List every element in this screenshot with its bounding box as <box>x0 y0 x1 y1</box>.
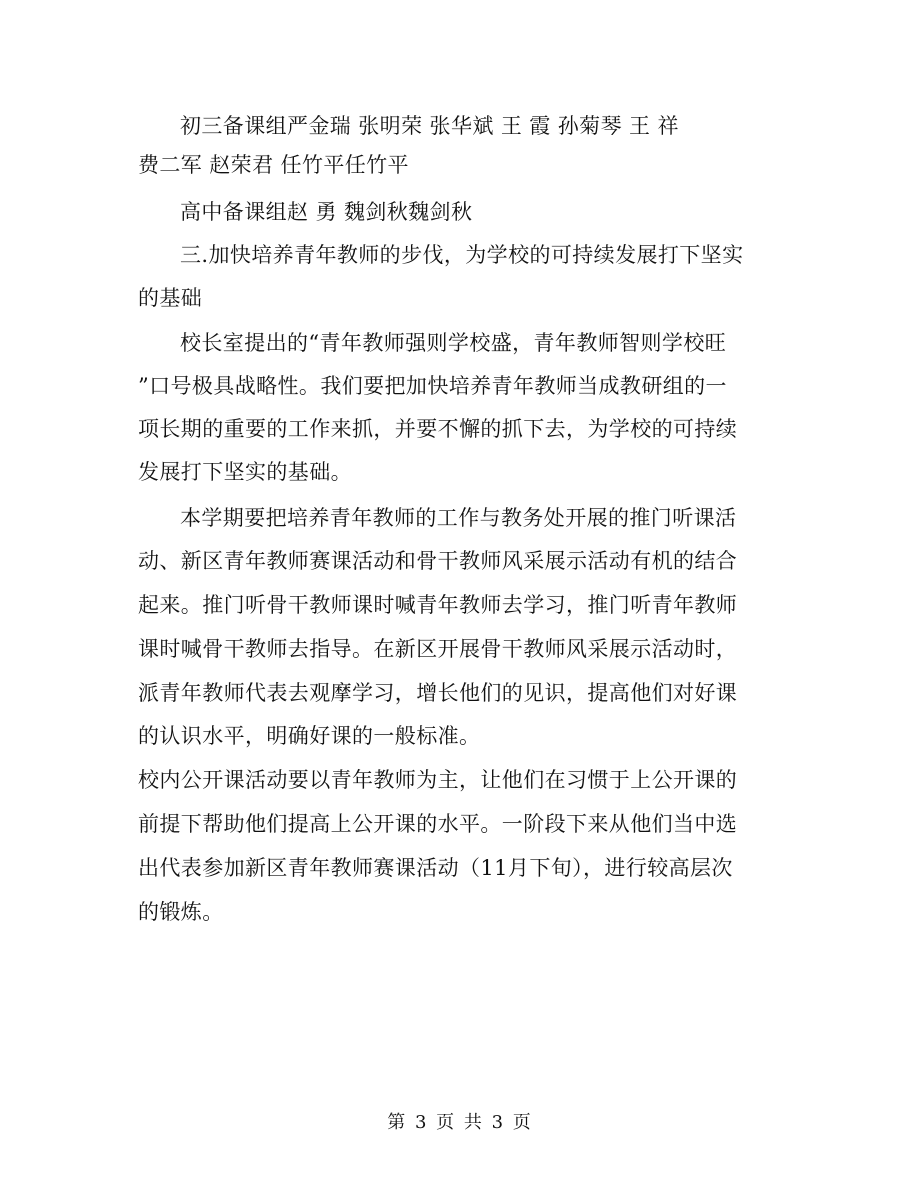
paragraph-line: 的认识水平，明确好课的一般标准。 <box>138 724 481 748</box>
paragraph-line: 课时喊骨干教师去指导。在新区开展骨干教师风采展示活动时， <box>138 637 738 661</box>
paragraph-line: 前提下帮助他们提高上公开课的水平。一阶段下来从他们当中选 <box>138 812 738 836</box>
section-heading-continued: 的基础 <box>138 286 203 310</box>
paragraph-line: 动、新区青年教师赛课活动和骨干教师风采展示活动有机的结合 <box>138 549 738 573</box>
paragraph-line: 校长室提出的“青年教师强则学校盛，青年教师智则学校旺 <box>180 331 727 355</box>
text-line: 费二军 赵荣君 任竹平任竹平 <box>138 153 409 177</box>
text-line: 初三备课组严金瑞 张明荣 张华斌 王 霞 孙菊琴 王 祥 <box>180 114 679 138</box>
paragraph-line: 派青年教师代表去观摩学习，增长他们的见识，提高他们对好课 <box>138 681 738 705</box>
page-number-footer: 第 3 页 共 3 页 <box>387 1112 533 1133</box>
section-heading: 三.加快培养青年教师的步伐，为学校的可持续发展打下坚实 <box>180 243 744 267</box>
paragraph-line: 的锻炼。 <box>138 900 224 924</box>
paragraph-line: 项长期的重要的工作来抓，并要不懈的抓下去，为学校的可持续 <box>138 417 738 441</box>
paragraph-line: ”口号极具战略性。我们要把加快培养青年教师当成教研组的一 <box>138 374 727 398</box>
text-line: 高中备课组赵 勇 魏剑秋魏剑秋 <box>180 200 473 224</box>
paragraph-line: 出代表参加新区青年教师赛课活动（11月下旬），进行较高层次 <box>138 856 733 880</box>
paragraph-line: 本学期要把培养青年教师的工作与教务处开展的推门听课活 <box>180 506 737 530</box>
paragraph-line: 起来。推门听骨干教师课时喊青年教师去学习，推门听青年教师 <box>138 593 738 617</box>
paragraph-line: 发展打下坚实的基础。 <box>138 460 352 484</box>
paragraph-line: 校内公开课活动要以青年教师为主，让他们在习惯于上公开课的 <box>138 768 738 792</box>
